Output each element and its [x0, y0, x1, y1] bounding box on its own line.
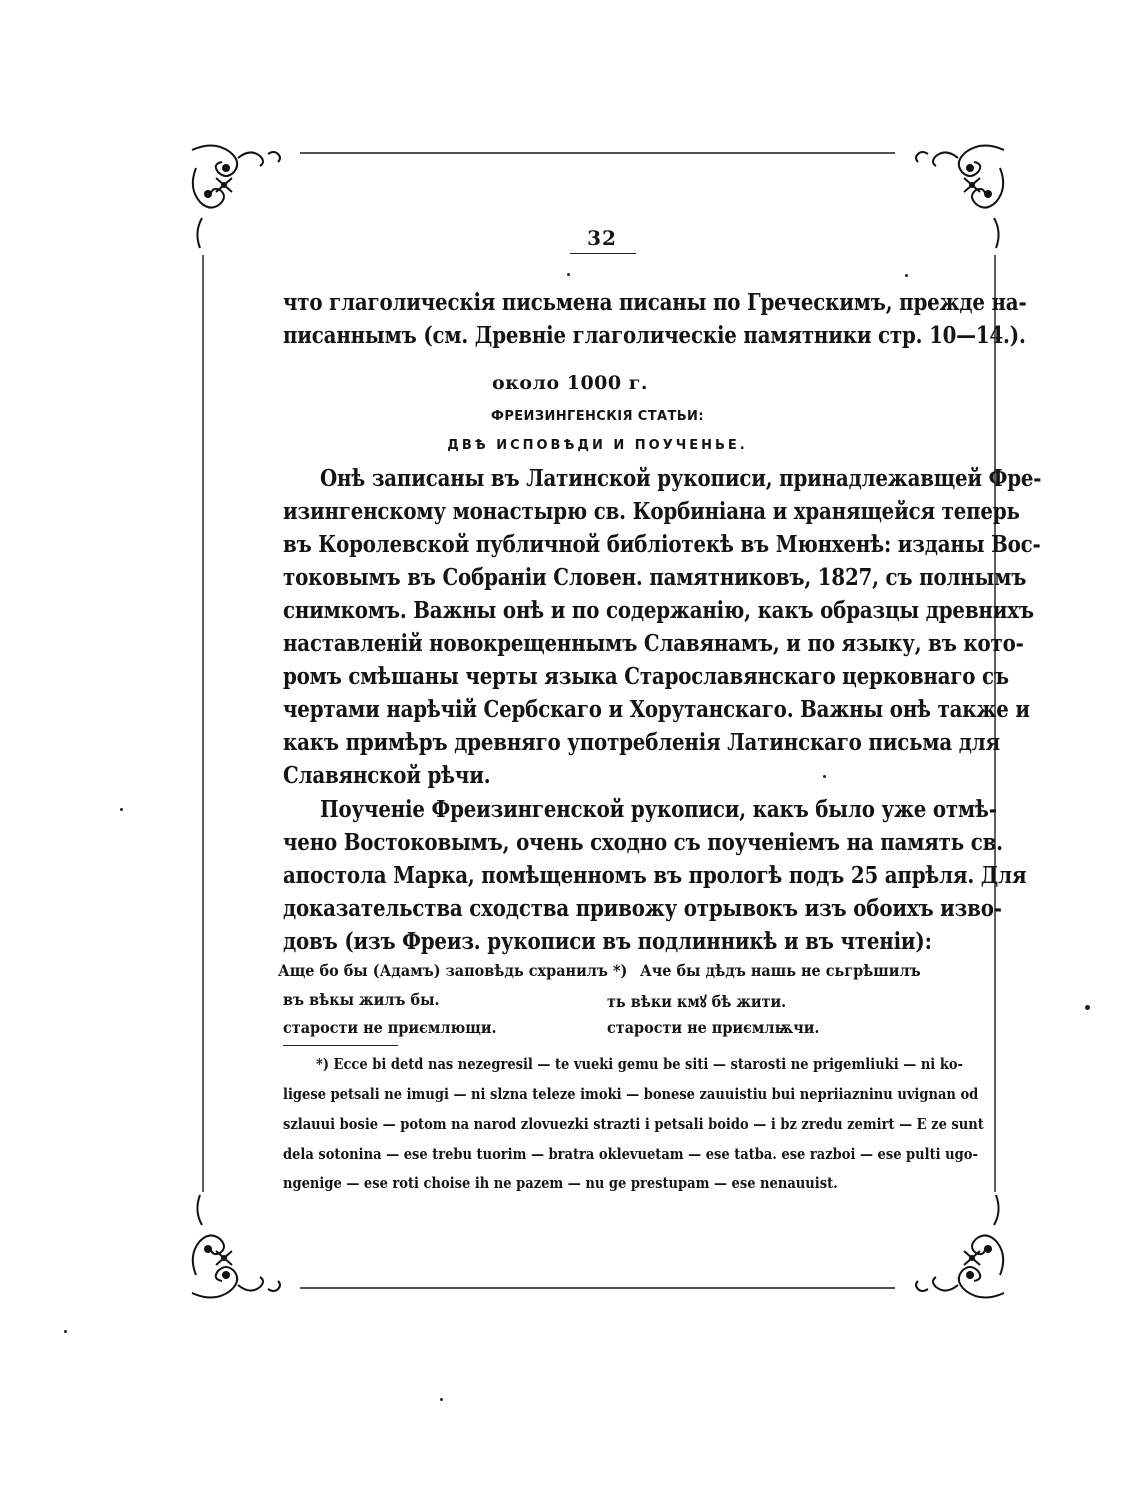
comparison-right-line: старости не приємлѭчи. [607, 1018, 820, 1037]
comparison-right-line: Аче бы дѣдъ нашь не сьгрѣшилъ [640, 961, 921, 980]
paragraph-2-line: апостола Марка, помѣщенномъ въ прологѣ подъ 25 апрѣля. Для [283, 862, 1027, 889]
page-number: 32 [587, 226, 617, 250]
footnote-rule [283, 1045, 398, 1046]
comparison-right-line: ть вѣки кмꙋ бѣ жити. [607, 992, 787, 1011]
scan-speck [823, 775, 826, 778]
intro-line: что глаголическія письмена писаны по Греческимъ, прежде на- [283, 289, 1027, 316]
section-subtitle: ДВѢ ИСПОВѢДИ И ПОУЧЕНЬЕ. [447, 438, 748, 453]
footnote-line: ngenige — ese roti choise ih ne pazem — nu ge prestupam — ese nenauuist. [283, 1175, 838, 1192]
paragraph-2-line: довъ (изъ Фреиз. рукописи въ подлинникѣ и въ чтеніи): [283, 928, 932, 955]
comparison-left-line: въ вѣкы жилъ бы. [283, 990, 440, 1009]
paragraph-2-line: Поученіе Фреизингенской рукописи, какъ было уже отмѣ- [320, 796, 997, 823]
paragraph-1-line: какъ примѣръ древняго употребленія Латинскаго письма для [283, 729, 1000, 756]
paragraph-1-line: Славянской рѣчи. [283, 762, 491, 789]
section-title: ФРЕИЗИНГЕНСКІЯ СТАТЬИ: [491, 409, 704, 424]
scan-speck [567, 273, 570, 276]
paragraph-1-line: снимкомъ. Важны онѣ и по содержанію, какъ образцы древнихъ [283, 597, 1034, 624]
paragraph-1-line: ромъ смѣшаны черты языка Старославянскаго церковнаго съ [283, 663, 1009, 690]
paragraph-1-line: наставленій новокрещеннымъ Славянамъ, и по языку, въ кото- [283, 630, 1024, 657]
footnote-line: ligese petsali ne imugi — ni slzna teleze imoki — bonese zauuistiu bui nepriiazninu uvignan od [283, 1086, 979, 1103]
paragraph-2-line: доказательства сходства привожу отрывокъ изъ обоихъ изво- [283, 895, 1002, 922]
comparison-left-line: старости не приємлющи. [283, 1018, 497, 1037]
corner-ornament-top-right [900, 138, 1010, 258]
intro-line: писаннымъ (см. Древніе глаголическіе памятники стр. 10—14.). [283, 322, 1026, 349]
paragraph-1-line: чертами нарѣчій Сербскаго и Хорутанскаго. Важны онѣ также и [283, 696, 1030, 723]
corner-ornament-top-left [186, 138, 296, 258]
paragraph-1-line: токовымъ въ Собраніи Словен. памятниковъ, 1827, съ полнымъ [283, 564, 1027, 591]
paragraph-2-line: чено Востоковымъ, очень сходно съ поученіемъ на память св. [283, 829, 1003, 856]
paragraph-1-line: Онѣ записаны въ Латинской рукописи, принадлежавщей Фре- [320, 465, 1042, 492]
footnote-line: *) Ecce bi detd nas nezegresil — te vueki gemu be siti — starosti ne prigemliuki — ni ko- [316, 1056, 963, 1073]
footnote-line: dela sotonina — ese trebu tuorim — bratra oklevuetam — ese tatba. ese razboi — ese pulti ugo- [283, 1146, 978, 1163]
paragraph-1-line: въ Королевской публичной библіотекѣ въ Мюнхенѣ: изданы Вос- [283, 531, 1041, 558]
scan-speck [905, 274, 908, 277]
corner-ornament-bottom-left [186, 1185, 296, 1305]
paragraph-1-line: изингенскому монастырю св. Корбиніана и хранящейся теперь [283, 498, 1020, 525]
footnote-line: szlauui bosie — potom na narod zlovuezki strazti i petsali boido — i bz zredu zemirt — E ze sunt [283, 1116, 984, 1133]
corner-ornament-bottom-right [900, 1185, 1010, 1305]
page-number-rule [570, 253, 636, 254]
scan-speck [64, 1330, 67, 1333]
scan-speck [1085, 1005, 1090, 1010]
scan-speck [120, 808, 123, 811]
scan-speck [440, 1398, 443, 1401]
comparison-left-line: Аще бо бы (Адамъ) заповѣдь схранилъ *) [278, 961, 628, 980]
date-heading: около 1000 г. [491, 372, 648, 394]
